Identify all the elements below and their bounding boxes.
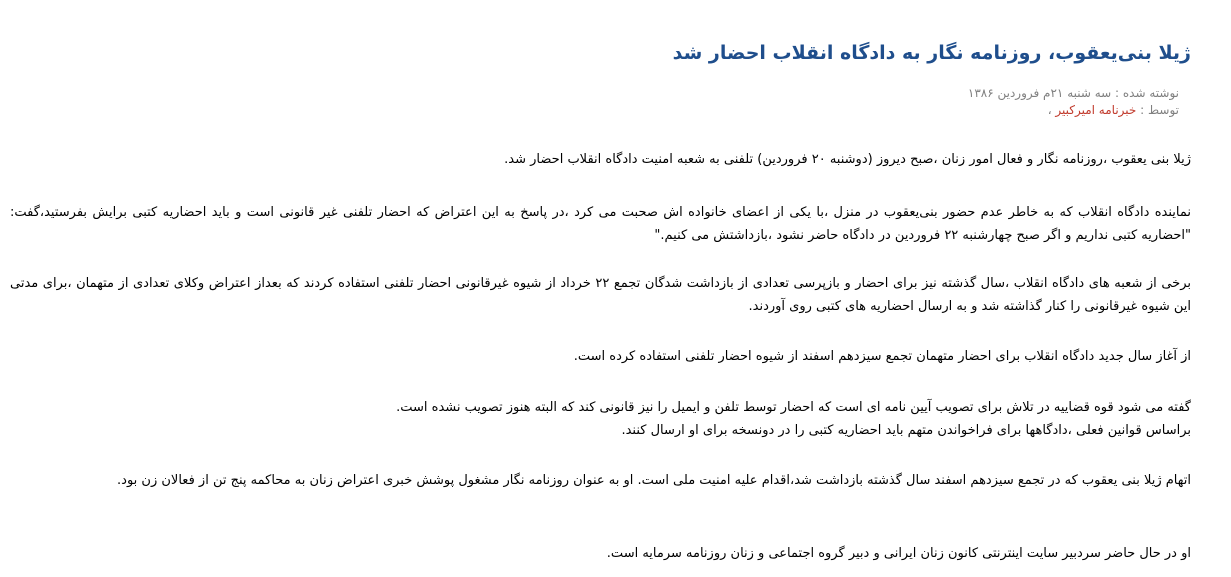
byline-label: توسط : bbox=[1140, 103, 1179, 117]
author-link[interactable]: خبرنامه امیرکبیر bbox=[1055, 103, 1137, 117]
paragraph: اتهام ژیلا بنی یعقوب که در تجمع سیزدهم اسفند سال گذشته بازداشت شد،اقدام علیه امنیت ملی است. او به عنوان روزنامه نگار مشغول پوشش خبری اعتراض زنان به محاکمه پنج تن از فعالان زن بود. bbox=[117, 473, 1191, 488]
paragraph: ژیلا بنی یعقوب ،روزنامه نگار و فعال امور زنان ،صبح دیروز (دوشنبه ۲۰ فروردین) تلفنی به شعبه امنیت دادگاه انقلاب احضار شد. bbox=[504, 152, 1191, 167]
paragraph: نماینده دادگاه انقلاب که به خاطر عدم حضور بنی‌یعقوب در منزل ،با یکی از اعضای خانواده اش صحبت می کرد ،در پاسخ به این اعتراض که احضار تلفنی غیر قانونی است و باید احضاریه کتبی برایش بفرستید،گفت: "احضاریه کتبی نداریم و اگر صبح چهارشنبه ۲۲ فروردین در دادگاه حاضر نشود ،بازداشتش می کنیم." bbox=[10, 205, 1191, 243]
paragraph: از آغاز سال جدید دادگاه انقلاب برای احضار متهمان تجمع سیزدهم اسفند از شیوه احضار تلفنی استفاده کرده است. bbox=[573, 349, 1191, 364]
paragraph: برخی از شعبه های دادگاه انقلاب ،سال گذشته نیز برای احضار و بازپرسی تعدادی از بازداشت شدگان تجمع ۲۲ خرداد از شیوه غیرقانونی احضار تلفنی استفاده کردند که بعداز اعتراض وکلای تعدادی از متهمان ،برای مدتی این شیوه غیرقانونی را کنار گذاشته شد و به ارسال احضاریه های کتبی روی آوردند. bbox=[10, 276, 1191, 314]
article bbox=[10, 0, 1191, 577]
article-meta bbox=[968, 85, 1179, 119]
article-title: ژیلا بنی‌یعقوب، روزنامه نگار به دادگاه انقلاب احضار شد bbox=[672, 42, 1191, 64]
byline bbox=[968, 102, 1179, 119]
byline-separator: ، bbox=[1047, 103, 1052, 117]
paragraph: او در حال حاضر سردبیر سایت اینترنتی کانون زنان ایرانی و دبیر گروه اجتماعی و زنان روزنامه سرمایه است. bbox=[606, 546, 1191, 561]
publish-date: نوشته شده : سه شنبه ۲۱م فروردین ۱۳۸۶ bbox=[967, 86, 1179, 100]
paragraph: براساس قوانین فعلی ،دادگاهها برای فراخواندن متهم باید احضاریه کتبی را در دونسخه برای او ارسال کنند. bbox=[621, 423, 1191, 438]
paragraph: گفته می شود قوه قضاییه در تلاش برای تصویب آیین نامه ای است که احضار توسط تلفن و ایمیل را نیز قانونی کند که البته هنوز تصویب نشده است. bbox=[396, 400, 1191, 415]
